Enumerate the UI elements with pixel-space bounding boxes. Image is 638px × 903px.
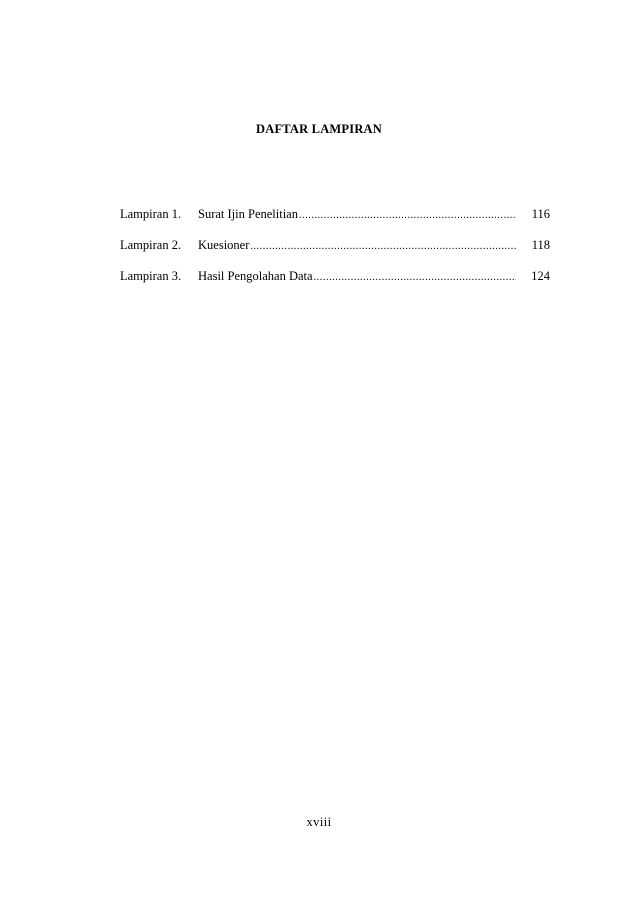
page-title: DAFTAR LAMPIRAN	[255, 122, 383, 136]
toc-entry-title-group	[198, 207, 516, 222]
toc-entry-page: 124	[531, 269, 550, 283]
toc-entry-title: Surat Ijin Penelitian	[198, 207, 298, 221]
toc-entry-title-group	[198, 238, 516, 253]
toc-entry-page: 118	[531, 238, 550, 252]
toc-entry-1	[120, 207, 550, 238]
appendix-list	[120, 207, 550, 300]
toc-entry-2	[120, 238, 550, 269]
toc-entry-label: Lampiran 1.	[120, 207, 182, 221]
toc-entry-title: Hasil Pengolahan Data	[198, 269, 313, 283]
toc-entry-title: Kuesioner	[198, 238, 250, 252]
dot-leader	[250, 241, 516, 252]
dot-leader	[299, 210, 516, 221]
dot-leader	[314, 272, 516, 283]
page-number: xviii	[306, 815, 332, 829]
toc-entry-label: Lampiran 3.	[120, 269, 182, 283]
toc-entry-page: 116	[531, 207, 550, 221]
toc-entry-label: Lampiran 2.	[120, 238, 182, 252]
toc-entry-title-group	[198, 269, 516, 284]
toc-entry-3	[120, 269, 550, 300]
